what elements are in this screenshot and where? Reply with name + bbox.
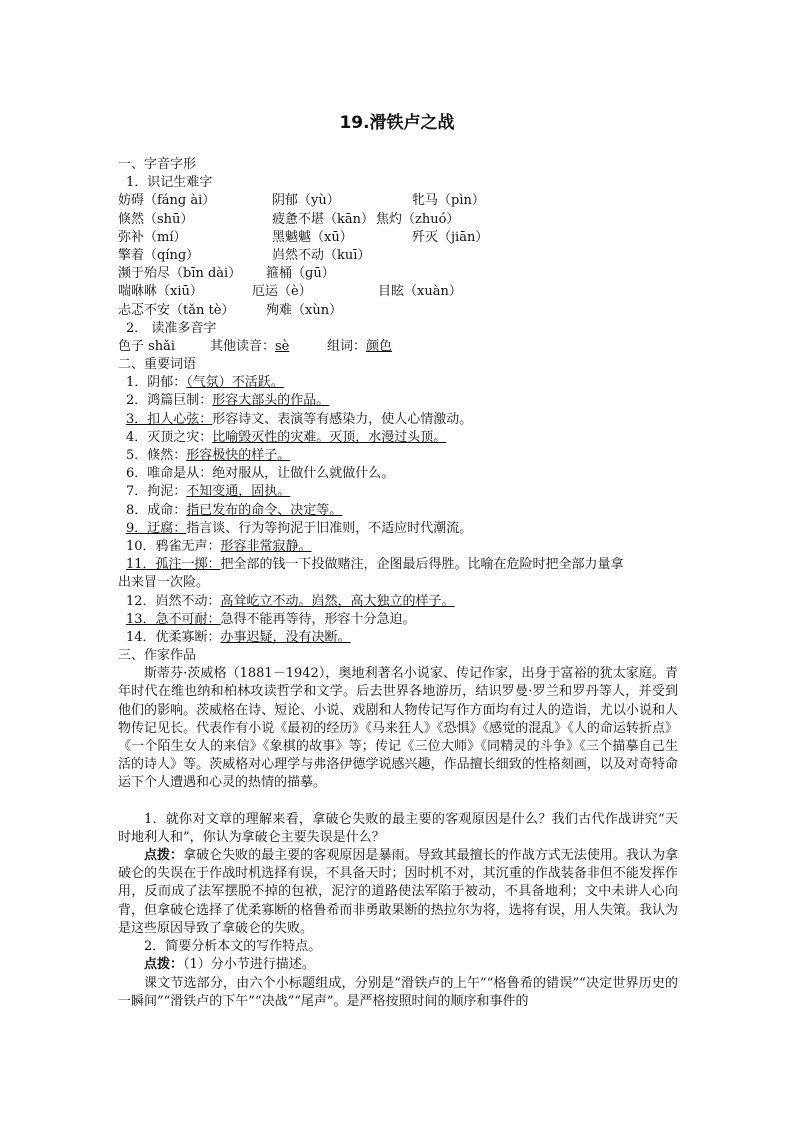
char-entry: 目眩（xuàn） [378, 284, 462, 300]
vocab-definition: 指已发布的命令、决定等。 [186, 502, 343, 518]
vocab-definition: 高耸屹立不动。岿然，高大独立的样子。 [220, 593, 455, 609]
vocab-term: 7．拘泥： [126, 484, 187, 500]
char-entry: 弥补（mí） [118, 229, 187, 245]
char-row [118, 192, 678, 210]
char-entry: 歼灭（jiān） [412, 229, 489, 245]
vocab-term: 4．灭顶之灾： [126, 429, 213, 445]
vocab-term: 12．岿然不动： [126, 593, 221, 609]
vocab-definition: 急得不能再等待，形容十分急迫。 [220, 611, 416, 627]
vocab-definition: 比喻毁灭性的灾难。灭顶，水漫过头顶。 [212, 429, 447, 445]
vocab-definition: （气氛）不活跃。 [186, 375, 284, 391]
vocab-item [118, 538, 678, 556]
subheading-hard-chars: 1．识记生难字 [126, 175, 213, 191]
section-heading-vocabulary: 二、重要词语 [118, 357, 197, 373]
vocab-term: 3．扣人心弦： [126, 411, 213, 427]
char-row [118, 211, 678, 229]
polyphone-word-label: 组词： [327, 338, 367, 354]
vocab-term: 8．成命： [126, 502, 187, 518]
vocab-item [118, 483, 678, 501]
vocab-item [118, 465, 678, 483]
answer-1 [118, 847, 678, 938]
vocab-term: 6．唯命是从： [126, 466, 213, 482]
vocab-item-continued: 出来冒一次险。 [118, 575, 210, 591]
char-entry: 忐忑不安（tǎn tè） [118, 302, 235, 318]
char-entry: 倏然（shū） [118, 211, 194, 227]
document-body [118, 156, 678, 1011]
char-row [118, 265, 678, 283]
hint-label: 点拨： [144, 957, 184, 973]
vocab-definition: 把全部的钱一下投做赌注，企图最后得胜。比喻在危险时把全部力量拿 [220, 557, 624, 573]
vocab-term: 14．优柔寡断： [126, 629, 221, 645]
char-entry: 黑魆魆（xū） [272, 229, 353, 245]
char-row [118, 247, 678, 265]
char-entry: 殉难（xùn） [266, 302, 343, 318]
vocab-definition: 指言谈、行为等拘泥于旧准则，不适应时代潮流。 [186, 520, 473, 536]
vocab-item [118, 611, 678, 629]
vocab-term: 11．孤注一掷： [126, 557, 221, 573]
section-heading-author: 三、作家作品 [118, 648, 197, 664]
hint-label: 点拨： [144, 848, 184, 864]
vocab-term: 13．急不可耐： [126, 611, 221, 627]
char-entry: 焦灼（zhuó） [376, 211, 460, 227]
author-paragraph: 斯蒂芬·茨威格（1881－1942），奥地利著名小说家、传记作家，出身于富裕的犹太家庭。青年时代在维也纳和柏林攻读哲学和文学。后去世界各地游历，结识罗曼·罗兰和罗丹等人，并受到他们的影响。茨威格在诗、短论、小说、戏剧和人物传记写作方面均有过人的造诣，尤以小说和人物传记见长。代表作有小说《最初的经历》《马来狂人》《恐惧》《感觉的混乱》《人的命运转折点》《一个陌生女人的来信》《象棋的故事》等；传记《三位大师》《同精灵的斗争》《三个描摹自己生活的诗人》等。茨威格对心理学与弗洛伊德学说感兴趣，作品擅长细致的性格刻画，以及对奇特命运下个人遭遇和心灵的热情的描摹。 [118, 666, 678, 791]
vocab-item [118, 411, 678, 429]
char-entry: 濒于殆尽（bīn dài） [118, 266, 242, 282]
char-row [118, 229, 678, 247]
answer-2-paragraph: 课文节选部分，由六个小标题组成，分别是“滑铁卢的上午”“格鲁希的错误”“决定世界历史的一瞬间”“滑铁卢的下午”“决战”“尾声”。是严格按照时间的顺序和事件的 [118, 975, 678, 1009]
section-heading-pronunciation: 一、字音字形 [118, 157, 197, 172]
vocab-item [118, 429, 678, 447]
vocab-definition: 形容诗文、表演等有感染力，使人心情激动。 [212, 411, 473, 427]
char-entry: 疲惫不堪（kān） [272, 211, 375, 227]
vocab-term: 2．鸿篇巨制： [126, 393, 213, 409]
spacer [118, 793, 678, 811]
vocab-item [118, 392, 678, 410]
char-entry: 厄运（è） [252, 284, 312, 300]
polyphone-other-label: 其他读音： [210, 338, 276, 354]
polyphone-reading: 色子 shǎi [118, 338, 176, 354]
vocab-definition: 不知变通，固执。 [186, 484, 291, 500]
vocab-item [118, 374, 678, 392]
vocab-definition: 办事迟疑，没有决断。 [220, 629, 351, 645]
char-entry: 牝马（pìn） [412, 193, 485, 209]
vocab-definition: 绝对服从，让做什么就做什么。 [212, 466, 395, 482]
vocab-item [118, 447, 678, 465]
char-entry: 岿然不动（kuī） [272, 247, 371, 263]
char-entry: 喘咻咻（xiū） [118, 284, 203, 300]
page-title: 19.滑铁卢之战 [339, 113, 455, 133]
polyphone-other-value: sè [275, 338, 290, 354]
answer-1-text: 拿破仑失败的最主要的客观原因是暴雨。导致其最擅长的作战方式无法使用。我认为拿破仑的失误在于作战时机选择有误，不具备天时；因时机不对，其沉重的作战装备非但不能发挥作用，反而成了法军摆脱不掉的包袱，泥泞的道路使法军陷于被动，不具备地利；文中未讲人心向背，但拿破仑选择了优柔寡断的格鲁希而非勇敢果断的热拉尔为将，选将有误，用人失策。我认为是这些原因导致了拿破仑的失败。 [118, 848, 678, 936]
vocab-item [118, 593, 678, 611]
polyphone-row [118, 338, 678, 356]
answer-2-head [118, 956, 678, 974]
char-entry: 妨碍（fánɡ ài） [118, 193, 216, 209]
vocab-term: 9．迂腐： [126, 520, 187, 536]
vocab-item [118, 502, 678, 520]
vocab-definition: 形容非常寂静。 [220, 538, 312, 554]
char-entry: 箍桶（ɡū） [266, 266, 335, 282]
char-entry: 阴郁（yù） [272, 193, 340, 209]
vocab-term: 5．倏然： [126, 448, 187, 463]
polyphone-word-value: 颜色 [366, 338, 393, 354]
question-1: 1．就你对文章的理解来看，拿破仑失败的最主要的客观原因是什么？我们古代作战讲究“天时地利人和”，你认为拿破仑主要失误是什么？ [118, 811, 678, 845]
char-row [118, 283, 678, 301]
char-row [118, 302, 678, 320]
char-entry: 擎着（qínɡ） [118, 247, 200, 263]
vocab-term: 10．鸦雀无声： [126, 538, 221, 554]
vocab-item [118, 556, 678, 574]
question-2: 2．简要分析本文的写作特点。 [144, 939, 322, 955]
vocab-term: 1．阴郁： [126, 375, 187, 391]
subheading-polyphones: 2． 读准多音字 [126, 320, 217, 336]
vocab-item [118, 520, 678, 538]
answer-2-subhead: （1）分小节进行描述。 [183, 957, 315, 973]
vocab-definition: 形容大部头的作品。 [212, 393, 330, 409]
vocab-item [118, 629, 678, 647]
vocab-definition: 形容极快的样子。 [186, 448, 291, 463]
